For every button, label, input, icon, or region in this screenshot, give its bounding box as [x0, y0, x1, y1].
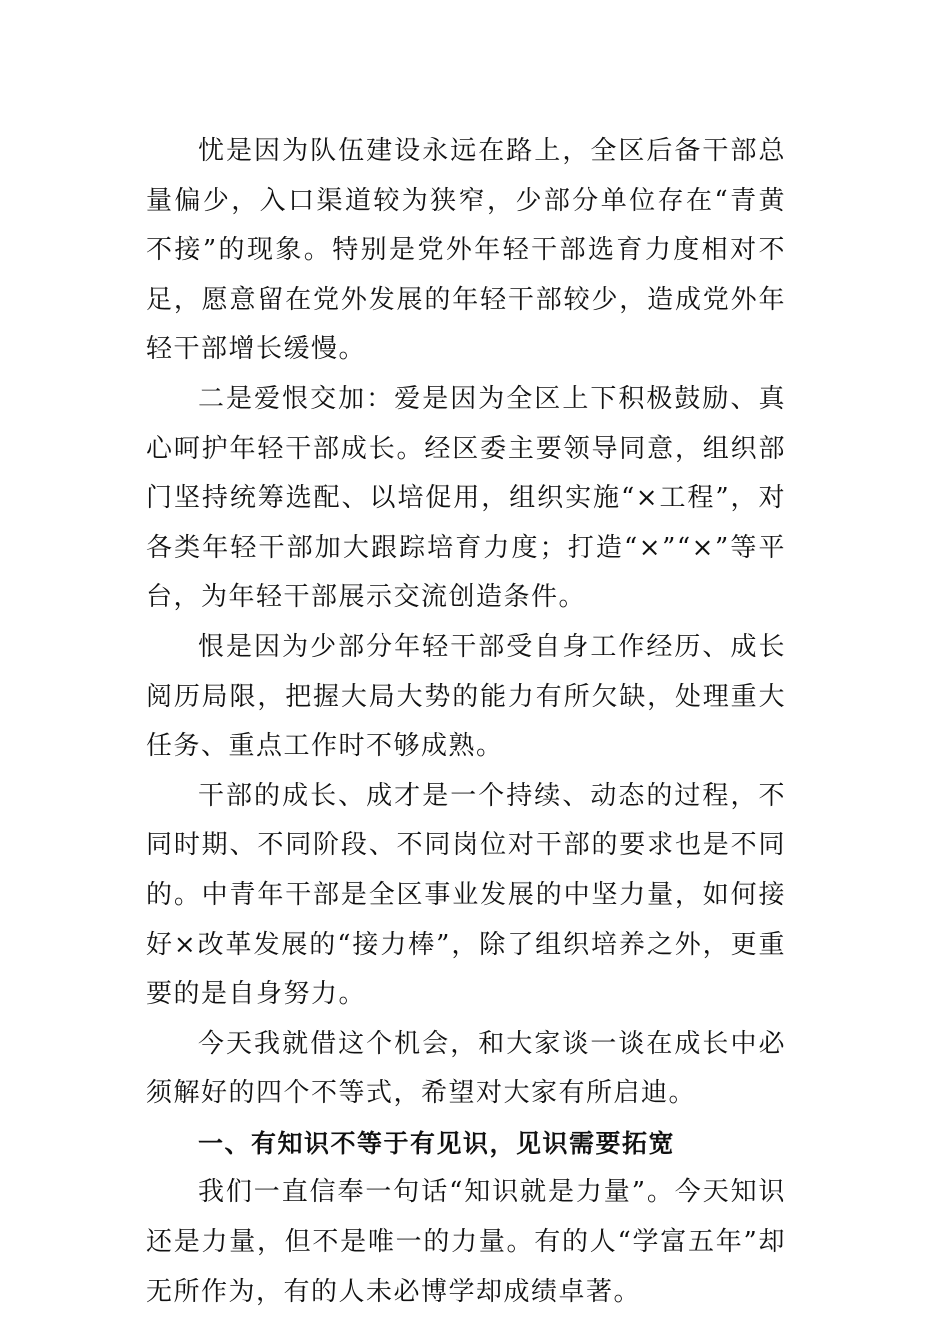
- paragraph-knowledge: 我们一直信奉一句话“知识就是力量”。今天知识还是力量，但不是唯一的力量。有的人“学富五年”却无所作为，有的人未必博学却成绩卓著。: [146, 1177, 786, 1307]
- paragraph-growth: 干部的成长、成才是一个持续、动态的过程，不同时期、不同阶段、不同岗位对干部的要求也是不同的。中青年干部是全区事业发展的中坚力量，如何接好×改革发展的“接力棒”，除了组织培养之外，更重要的是自身努力。: [146, 780, 786, 1010]
- paragraph-hate: 恨是因为少部分年轻干部受自身工作经历、成长阅历局限，把握大局大势的能力有所欠缺，处理重大任务、重点工作时不够成熟。: [146, 631, 786, 762]
- paragraph-intro: 今天我就借这个机会，和大家谈一谈在成长中必须解好的四个不等式，希望对大家有所启迪。: [146, 1028, 786, 1109]
- paragraph-love-hate: 二是爱恨交加：爱是因为全区上下积极鼓励、真心呵护年轻干部成长。经区委主要领导同意，组织部门坚持统筹选配、以培促用，组织实施“×工程”，对各类年轻干部加大跟踪培育力度；打造“×”“×”等平台，为年轻干部展示交流创造条件。: [146, 383, 786, 613]
- paragraph-worry: 忧是因为队伍建设永远在路上，全区后备干部总量偏少，入口渠道较为狭窄，少部分单位存在“青黄不接”的现象。特别是党外年轻干部选育力度相对不足，愿意留在党外发展的年轻干部较少，造成党外年轻干部增长缓慢。: [146, 136, 786, 365]
- document-body: [146, 127, 786, 1317]
- section-heading: 一、有知识不等于有见识，见识需要拓宽: [198, 1128, 676, 1158]
